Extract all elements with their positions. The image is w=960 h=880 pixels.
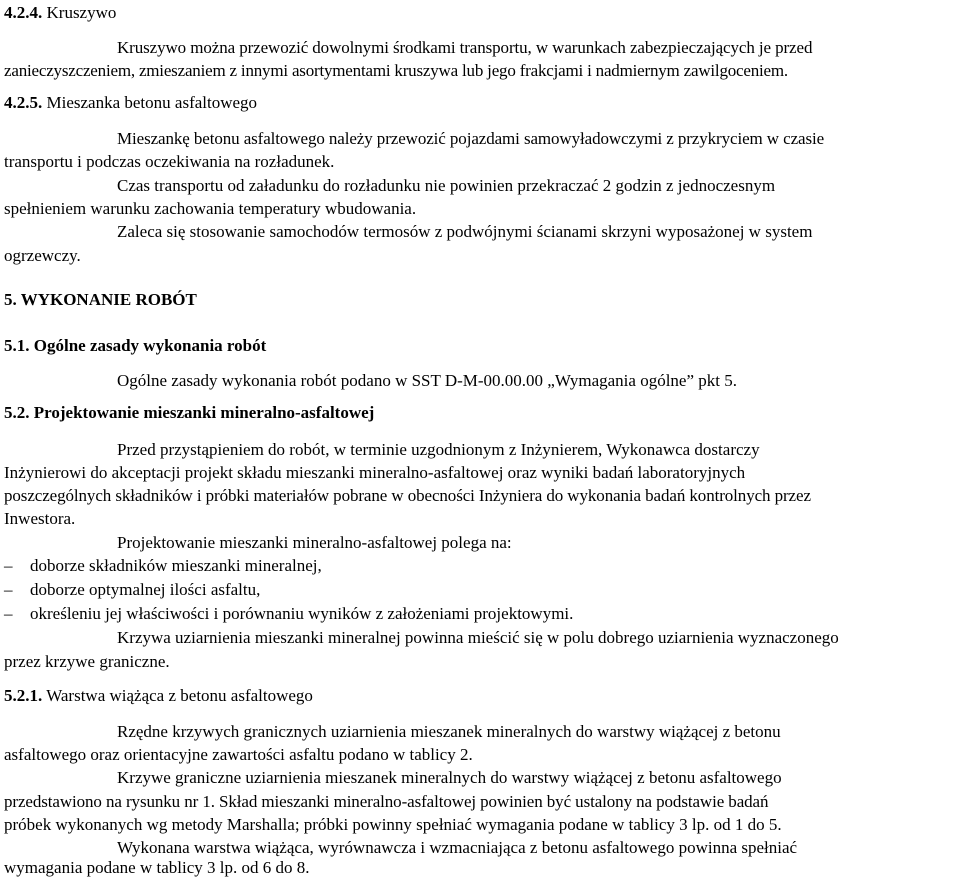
heading-5-1: 5.1. Ogólne zasady wykonania robót	[4, 336, 267, 355]
paragraph-line: Wykonana warstwa wiążąca, wyrównawcza i wzmacniająca z betonu asfaltowego powinna spełniać	[117, 838, 798, 857]
list-dash: –	[4, 604, 13, 623]
heading-title: Kruszywo	[42, 3, 117, 22]
heading-4-2-5	[4, 93, 257, 113]
list-item-text: określeniu jej właściwości i porównaniu wyników z założeniami projektowymi.	[30, 604, 574, 623]
heading-title: Warstwa wiążąca z betonu asfaltowego	[42, 686, 313, 705]
paragraph-line: poszczególnych składników i próbki materiałów pobrane w obecności Inżyniera do wykonania badań kontrolnych przez	[4, 486, 811, 505]
list-dash: –	[4, 556, 13, 575]
paragraph-line: spełnieniem warunku zachowania temperatury wbudowania.	[4, 199, 417, 218]
heading-4-2-4	[4, 3, 116, 23]
paragraph-line: Inżynierowi do akceptacji projekt składu mieszanki mineralno-asfaltowej oraz wyniki badań laboratoryjnych	[4, 463, 746, 482]
heading-number: 4.2.5.	[4, 93, 43, 112]
list-item-text: doborze optymalnej ilości asfaltu,	[30, 580, 261, 599]
paragraph-line: Mieszankę betonu asfaltowego należy przewozić pojazdami samowyładowczymi z przykryciem w czasie	[117, 129, 825, 148]
paragraph-line: Czas transportu od załadunku do rozładunku nie powinien przekraczać 2 godzin z jednoczesnym	[117, 176, 776, 195]
list-item	[4, 556, 13, 576]
paragraph-line: Kruszywo można przewozić dowolnymi środkami transportu, w warunkach zabezpieczających je przed	[117, 38, 813, 57]
heading-number: 5.2.1.	[4, 686, 43, 705]
list-item	[4, 604, 13, 624]
heading-number: 4.2.4.	[4, 3, 43, 22]
paragraph-line: Krzywe graniczne uziarnienia mieszanek mineralnych do warstwy wiążącej z betonu asfaltowego	[117, 768, 782, 787]
paragraph-line: Zaleca się stosowanie samochodów termosów z podwójnymi ścianami skrzyni wyposażonej w system	[117, 222, 813, 241]
paragraph-line: Ogólne zasady wykonania robót podano w SST D-M-00.00.00 „Wymagania ogólne” pkt 5.	[117, 371, 737, 390]
paragraph-line: asfaltowego oraz orientacyjne zawartości asfaltu podano w tablicy 2.	[4, 745, 473, 764]
paragraph-line: Krzywa uziarnienia mieszanki mineralnej powinna mieścić się w polu dobrego uziarnienia wyznaczonego	[117, 628, 839, 647]
paragraph-line: wymagania podane w tablicy 3 lp. od 6 do 8.	[4, 858, 310, 877]
paragraph-line: zanieczyszczeniem, zmieszaniem z innymi asortymentami kruszywa lub jego frakcjami i nadmiernym zawilgoceniem.	[4, 61, 788, 80]
paragraph-line: ogrzewczy.	[4, 246, 81, 265]
paragraph-line: przedstawiono na rysunku nr 1. Skład mieszanki mineralno-asfaltowej powinien być ustalony na podstawie badań	[4, 792, 769, 811]
list-dash: –	[4, 580, 13, 599]
paragraph-line: Rzędne krzywych granicznych uziarnienia mieszanek mineralnych do warstwy wiążącej z betonu	[117, 722, 781, 741]
paragraph-line: przez krzywe graniczne.	[4, 652, 170, 671]
heading-title: Mieszanka betonu asfaltowego	[42, 93, 258, 112]
paragraph-line: Projektowanie mieszanki mineralno-asfaltowej polega na:	[117, 533, 512, 552]
heading-5-2: 5.2. Projektowanie mieszanki mineralno-asfaltowej	[4, 403, 375, 422]
paragraph-line: Inwestora.	[4, 509, 76, 528]
paragraph-line: próbek wykonanych wg metody Marshalla; próbki powinny spełniać wymagania podane w tablicy 3 lp. od 1 do 5.	[4, 815, 782, 834]
list-item-text: doborze składników mieszanki mineralnej,	[30, 556, 322, 575]
list-item	[4, 580, 13, 600]
paragraph-line: transportu i podczas oczekiwania na rozładunek.	[4, 152, 335, 171]
heading-5: 5. WYKONANIE ROBÓT	[4, 290, 197, 309]
paragraph-line: Przed przystąpieniem do robót, w terminie uzgodnionym z Inżynierem, Wykonawca dostarczy	[117, 440, 760, 459]
heading-5-2-1	[4, 686, 313, 706]
